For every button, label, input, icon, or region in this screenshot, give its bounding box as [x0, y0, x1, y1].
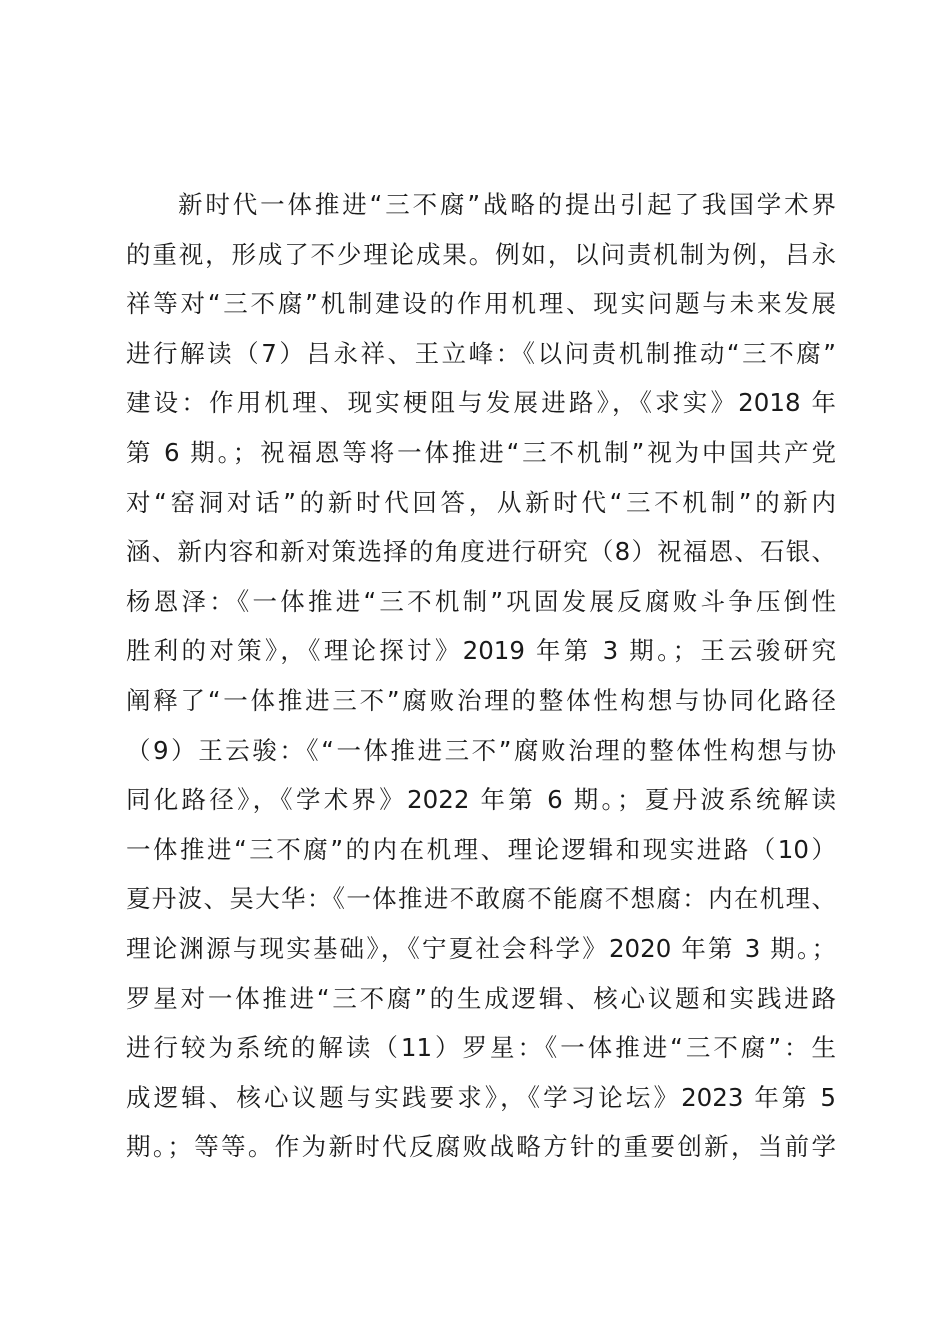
paragraph-line: 进行较为系统的解读（11）罗星：《一体推进“三不腐”：生 — [126, 1033, 836, 1063]
paragraph-line: 期。；等等。作为新时代反腐败战略方针的重要创新，当前学 — [126, 1132, 836, 1162]
paragraph-line: 新时代一体推进“三不腐”战略的提出引起了我国学术界 — [178, 190, 836, 219]
paragraph-line: 涵、新内容和新对策选择的角度进行研究（8）祝福恩、石银、 — [126, 537, 836, 567]
body-paragraph — [126, 180, 836, 1172]
paragraph-line: 第 6 期。；祝福恩等将一体推进“三不机制”视为中国共产党 — [126, 437, 836, 467]
paragraph-line: 夏丹波、吴大华：《一体推进不敢腐不能腐不想腐：内在机理、 — [126, 884, 836, 914]
paragraph-line: 理论渊源与现实基础》，《宁夏社会科学》2020 年第 3 期。； — [126, 933, 836, 963]
paragraph-line: 对“窑洞对话”的新时代回答，从新时代“三不机制”的新内 — [126, 487, 836, 517]
paragraph-line: 杨恩泽：《一体推进“三不机制”巩固发展反腐败斗争压倒性 — [126, 586, 836, 616]
paragraph-line: 进行解读（7）吕永祥、王立峰：《以问责机制推动“三不腐” — [126, 338, 836, 368]
paragraph-line: 的重视，形成了不少理论成果。例如，以问责机制为例，吕永 — [126, 239, 836, 269]
paragraph-line: 胜利的对策》，《理论探讨》2019 年第 3 期。；王云骏研究 — [126, 636, 836, 666]
paragraph-line: 祥等对“三不腐”机制建设的作用机理、现实问题与未来发展 — [126, 289, 836, 319]
paragraph-line: （9）王云骏：《“一体推进三不”腐败治理的整体性构想与协 — [126, 735, 836, 765]
paragraph-line: 同化路径》，《学术界》2022 年第 6 期。；夏丹波系统解读 — [126, 785, 836, 815]
paragraph-line: 一体推进“三不腐”的内在机理、理论逻辑和现实进路（10） — [126, 834, 836, 864]
paragraph-line: 成逻辑、核心议题与实践要求》，《学习论坛》2023 年第 5 — [126, 1082, 836, 1112]
paragraph-line: 罗星对一体推进“三不腐”的生成逻辑、核心议题和实践进路 — [126, 983, 836, 1013]
paragraph-line: 建设：作用机理、现实梗阻与发展进路》，《求实》2018 年 — [126, 388, 836, 418]
paragraph-line: 阐释了“一体推进三不”腐败治理的整体性构想与协同化路径 — [126, 685, 836, 715]
